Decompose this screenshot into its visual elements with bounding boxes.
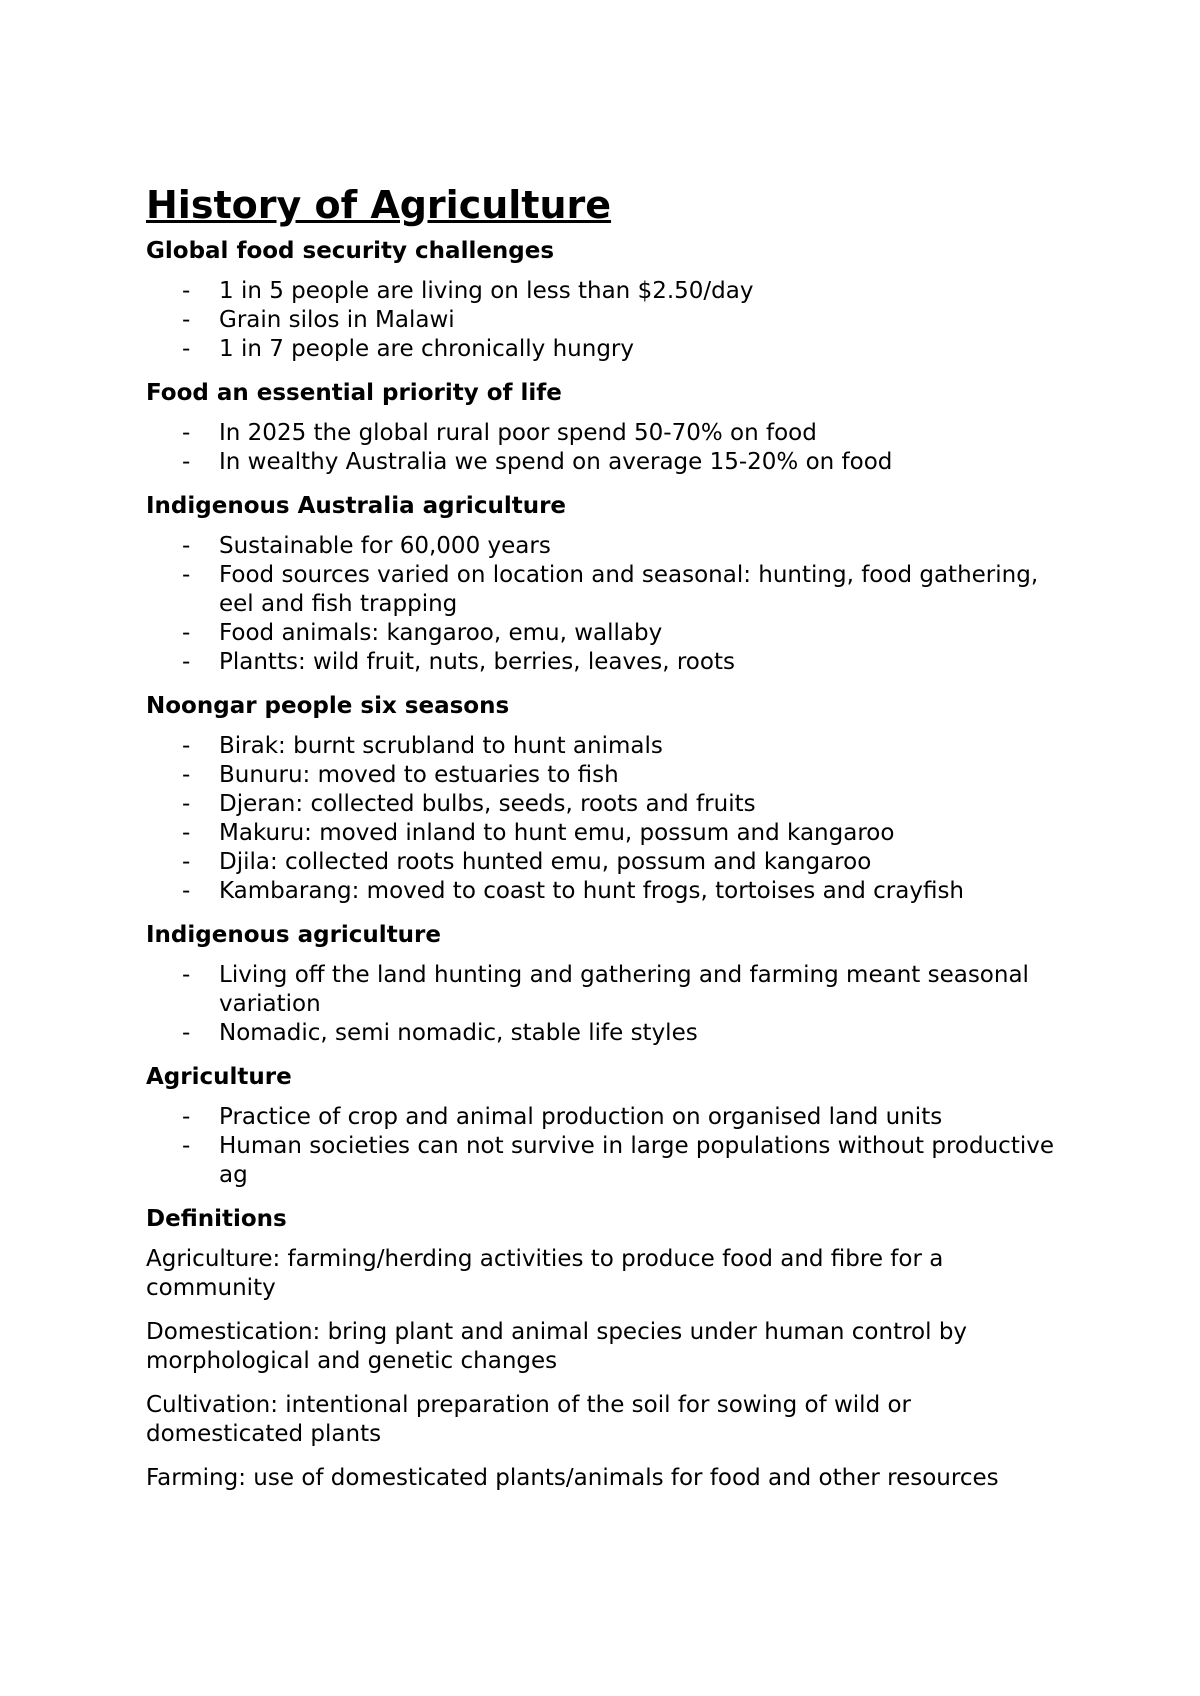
dash-bullet: -	[182, 562, 191, 588]
list-item-text: Kambarang: moved to coast to hunt frogs, tortoises and crayfish	[219, 878, 965, 904]
list-item-text: Djila: collected roots hunted emu, possum and kangaroo	[219, 849, 872, 875]
section-heading: Global food security challenges	[146, 238, 555, 264]
list-item-text: Practice of crop and animal production on organised land units	[219, 1104, 943, 1130]
list-item-text: Food animals: kangaroo, emu, wallaby	[219, 620, 663, 646]
dash-bullet: -	[182, 336, 191, 362]
dash-bullet: -	[182, 733, 191, 759]
bullet-list	[146, 277, 1066, 364]
list-item-text: Sustainable for 60,000 years	[219, 533, 551, 559]
list-item-text: 1 in 7 people are chronically hungry	[219, 336, 634, 362]
definition-paragraph: Cultivation: intentional preparation of the soil for sowing of wild or domesticated plants	[146, 1392, 912, 1447]
list-item	[146, 277, 1066, 306]
list-item-text: Birak: burnt scrubland to hunt animals	[219, 733, 663, 759]
section-heading: Indigenous Australia agriculture	[146, 493, 567, 519]
list-item-text: Human societies can not survive in large populations without productive ag	[219, 1133, 1054, 1188]
section-indigenous-australia-agriculture	[146, 485, 1066, 677]
bullet-list	[146, 419, 1066, 477]
bullet-list	[146, 1103, 1066, 1190]
definition-paragraph: Agriculture: farming/herding activities to produce food and fibre for a community	[146, 1246, 944, 1301]
bullet-list	[146, 732, 1066, 906]
list-item-text: Djeran: collected bulbs, seeds, roots and fruits	[219, 791, 756, 817]
dash-bullet: -	[182, 449, 191, 475]
dash-bullet: -	[182, 762, 191, 788]
definition-paragraph: Domestication: bring plant and animal species under human control by morphological and genetic changes	[146, 1319, 968, 1374]
section-heading: Definitions	[146, 1206, 287, 1232]
list-item-text: In wealthy Australia we spend on average 15-20% on food	[219, 449, 893, 475]
list-item-text: Living off the land hunting and gathering and farming meant seasonal variation	[219, 962, 1029, 1017]
dash-bullet: -	[182, 533, 191, 559]
list-item	[146, 848, 1066, 877]
section-indigenous-agriculture	[146, 914, 1066, 1048]
list-item	[146, 732, 1066, 761]
list-item	[146, 335, 1066, 364]
dash-bullet: -	[182, 1104, 191, 1130]
dash-bullet: -	[182, 1020, 191, 1046]
dash-bullet: -	[182, 278, 191, 304]
page-title: History of Agriculture	[146, 183, 612, 227]
document-body	[146, 180, 1066, 1508]
dash-bullet: -	[182, 307, 191, 333]
list-item	[146, 648, 1066, 677]
dash-bullet: -	[182, 791, 191, 817]
section-noongar-seasons	[146, 685, 1066, 906]
section-heading: Food an essential priority of life	[146, 380, 562, 406]
bullet-list	[146, 961, 1066, 1048]
dash-bullet: -	[182, 420, 191, 446]
list-item-text: Makuru: moved inland to hunt emu, possum and kangaroo	[219, 820, 895, 846]
dash-bullet: -	[182, 649, 191, 675]
bullet-list	[146, 532, 1066, 677]
list-item-text: Food sources varied on location and seasonal: hunting, food gathering, eel and fish trapping	[219, 562, 1039, 617]
list-item	[146, 877, 1066, 906]
list-item	[146, 532, 1066, 561]
list-item	[146, 561, 1066, 619]
dash-bullet: -	[182, 620, 191, 646]
list-item	[146, 619, 1066, 648]
dash-bullet: -	[182, 878, 191, 904]
list-item-text: 1 in 5 people are living on less than $2.50/day	[219, 278, 754, 304]
section-definitions	[146, 1198, 1066, 1493]
list-item	[146, 819, 1066, 848]
section-global-food-security	[146, 230, 1066, 364]
list-item	[146, 419, 1066, 448]
list-item-text: Plantts: wild fruit, nuts, berries, leaves, roots	[219, 649, 735, 675]
list-item-text: Nomadic, semi nomadic, stable life styles	[219, 1020, 698, 1046]
list-item	[146, 1132, 1066, 1190]
definition-paragraph: Farming: use of domesticated plants/animals for food and other resources	[146, 1465, 999, 1491]
list-item-text: Bunuru: moved to estuaries to fish	[219, 762, 619, 788]
section-heading: Agriculture	[146, 1064, 292, 1090]
dash-bullet: -	[182, 962, 191, 988]
section-heading: Indigenous agriculture	[146, 922, 442, 948]
list-item-text: Grain silos in Malawi	[219, 307, 455, 333]
dash-bullet: -	[182, 820, 191, 846]
list-item	[146, 761, 1066, 790]
dash-bullet: -	[182, 1133, 191, 1159]
list-item	[146, 790, 1066, 819]
section-heading: Noongar people six seasons	[146, 693, 510, 719]
list-item-text: In 2025 the global rural poor spend 50-70% on food	[219, 420, 817, 446]
list-item	[146, 448, 1066, 477]
dash-bullet: -	[182, 849, 191, 875]
section-food-priority	[146, 372, 1066, 477]
list-item	[146, 1019, 1066, 1048]
list-item	[146, 961, 1066, 1019]
list-item	[146, 306, 1066, 335]
section-agriculture	[146, 1056, 1066, 1190]
list-item	[146, 1103, 1066, 1132]
